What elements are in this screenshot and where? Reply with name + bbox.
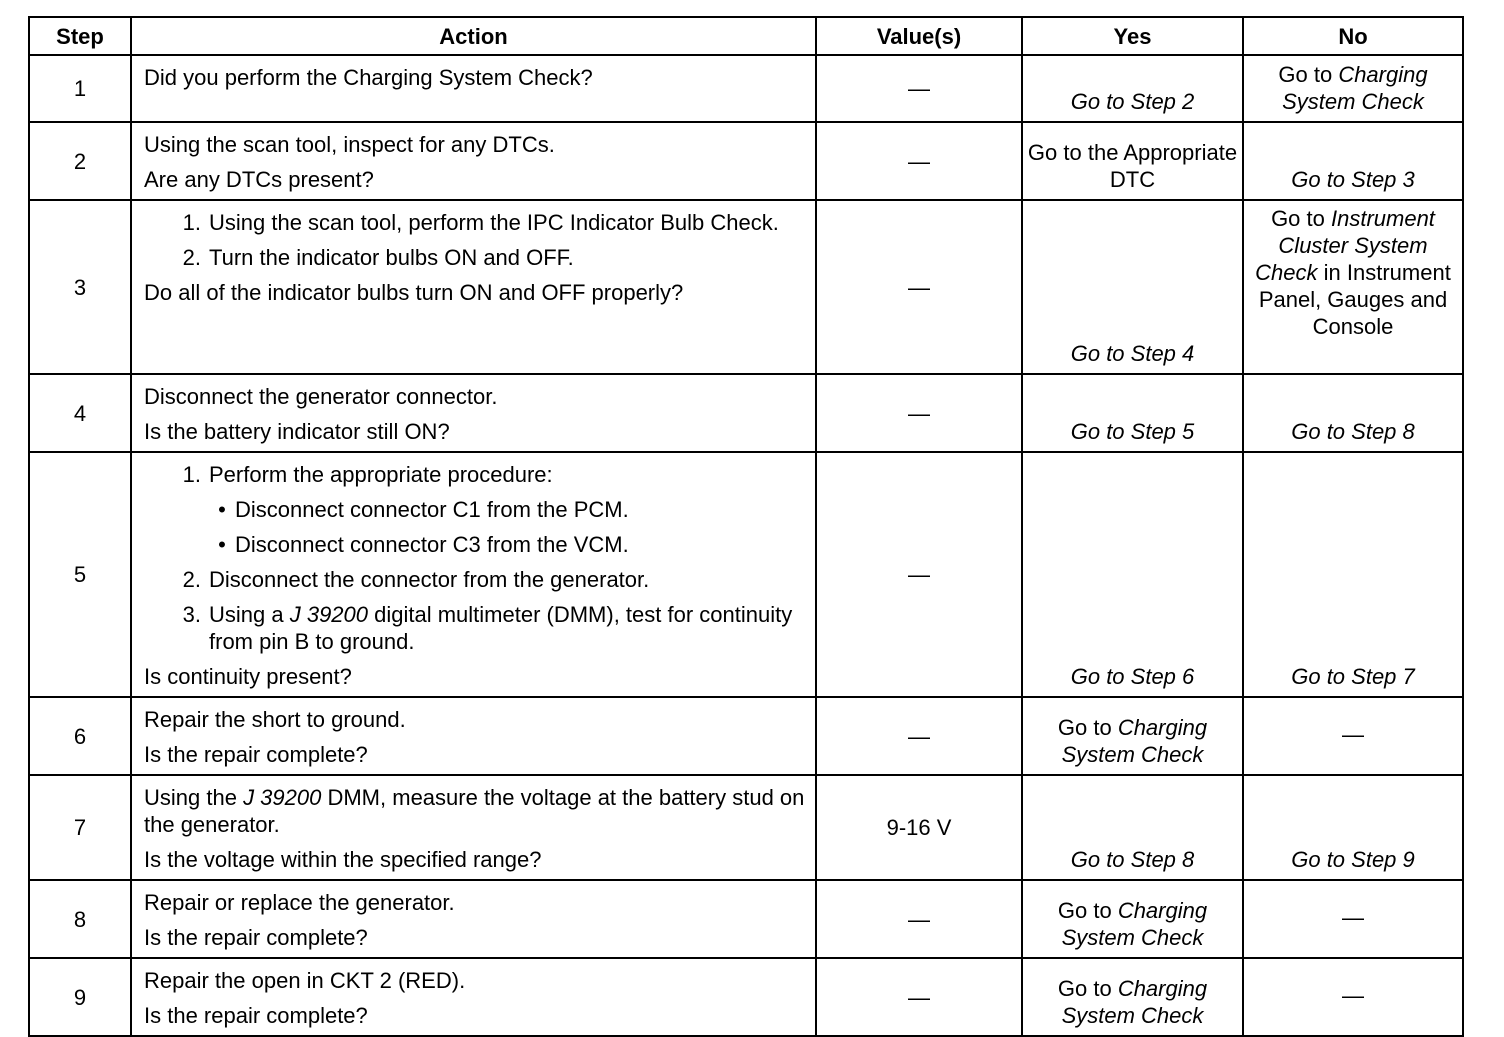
table-row xyxy=(29,775,1463,880)
action-cell xyxy=(131,374,816,452)
step-number: 2 xyxy=(29,122,131,200)
value-cell: — xyxy=(816,200,1022,374)
step-number: 4 xyxy=(29,374,131,452)
header-no: No xyxy=(1243,17,1463,55)
action-cell xyxy=(131,775,816,880)
action-cell xyxy=(131,958,816,1036)
yes-result: Go to Step 6 xyxy=(1022,452,1243,697)
table-row xyxy=(29,200,1463,374)
value-cell: — xyxy=(816,55,1022,122)
table-row xyxy=(29,55,1463,122)
value-cell: — xyxy=(816,452,1022,697)
bullet-icon: • xyxy=(218,497,226,522)
diagnostic-table xyxy=(28,16,1464,1037)
header-values: Value(s) xyxy=(816,17,1022,55)
numbered-step: 2. Turn the indicator bulbs ON and OFF. xyxy=(182,245,574,270)
no-result: Go to Charging System Check xyxy=(1243,55,1463,122)
yes-result: Go to Step 5 xyxy=(1022,374,1243,452)
action-text: Is continuity present? xyxy=(144,664,352,689)
value-cell: — xyxy=(816,122,1022,200)
header-step: Step xyxy=(29,17,131,55)
yes-result: Go to Step 8 xyxy=(1022,775,1243,880)
action-text: Do all of the indicator bulbs turn ON and OFF properly? xyxy=(144,280,684,305)
numbered-step: 1. Using the scan tool, perform the IPC Indicator Bulb Check. xyxy=(182,210,779,235)
action-cell xyxy=(131,122,816,200)
value-cell: — xyxy=(816,697,1022,775)
no-result: Go to Step 3 xyxy=(1243,122,1463,200)
action-text: Is the repair complete? xyxy=(144,1003,368,1028)
action-text: Repair the open in CKT 2 (RED). xyxy=(144,968,466,993)
step-number: 7 xyxy=(29,775,131,880)
yes-result: Go to Charging System Check xyxy=(1022,880,1243,958)
table-row xyxy=(29,452,1463,697)
step-number: 3 xyxy=(29,200,131,374)
action-text: Repair or replace the generator. xyxy=(144,890,455,915)
no-result: Go to Step 7 xyxy=(1243,452,1463,697)
action-cell xyxy=(131,55,816,122)
action-cell xyxy=(131,200,816,374)
value-cell: 9-16 V xyxy=(816,775,1022,880)
no-result: Go to Instrument Cluster System Check in Instrument Panel, Gauges and Console xyxy=(1243,200,1463,374)
no-result: — xyxy=(1243,958,1463,1036)
table-row xyxy=(29,374,1463,452)
action-text: Repair the short to ground. xyxy=(144,707,406,732)
action-text: Using the J 39200 DMM, measure the voltage at the battery stud on the generator. xyxy=(144,785,805,837)
no-result: Go to Step 9 xyxy=(1243,775,1463,880)
step-number: 9 xyxy=(29,958,131,1036)
action-text: Are any DTCs present? xyxy=(144,167,374,192)
yes-result: Go to the Appropriate DTC xyxy=(1022,122,1243,200)
action-text: Did you perform the Charging System Check? xyxy=(144,65,593,90)
no-result: — xyxy=(1243,880,1463,958)
step-number: 6 xyxy=(29,697,131,775)
step-number: 1 xyxy=(29,55,131,122)
yes-result: Go to Step 4 xyxy=(1022,200,1243,374)
table-row xyxy=(29,697,1463,775)
step-number: 8 xyxy=(29,880,131,958)
step-number: 5 xyxy=(29,452,131,697)
action-text: Is the battery indicator still ON? xyxy=(144,419,450,444)
no-result: Go to Step 8 xyxy=(1243,374,1463,452)
value-cell: — xyxy=(816,880,1022,958)
numbered-step: 1. Perform the appropriate procedure: xyxy=(182,462,553,487)
bullet-icon: • xyxy=(218,532,226,557)
numbered-step: 3. Using a J 39200 digital multimeter (DMM), test for continuity from pin B to ground. xyxy=(182,602,793,654)
no-result: — xyxy=(1243,697,1463,775)
yes-result: Go to Charging System Check xyxy=(1022,958,1243,1036)
action-text: Is the repair complete? xyxy=(144,925,368,950)
header-row xyxy=(29,17,1463,55)
header-yes: Yes xyxy=(1022,17,1243,55)
action-cell xyxy=(131,880,816,958)
table-row xyxy=(29,880,1463,958)
value-cell: — xyxy=(816,958,1022,1036)
table-body xyxy=(29,55,1463,1036)
value-cell: — xyxy=(816,374,1022,452)
action-text: Using the scan tool, inspect for any DTCs. xyxy=(144,132,555,157)
table-row xyxy=(29,122,1463,200)
bullet-item: • Disconnect connector C1 from the PCM. xyxy=(144,496,805,523)
yes-result: Go to Step 2 xyxy=(1022,55,1243,122)
action-text: Is the repair complete? xyxy=(144,742,368,767)
yes-result: Go to Charging System Check xyxy=(1022,697,1243,775)
numbered-step: 2. Disconnect the connector from the generator. xyxy=(182,567,650,592)
header-action: Action xyxy=(131,17,816,55)
diagnostic-table-container xyxy=(28,16,1464,1037)
action-cell xyxy=(131,697,816,775)
table-row xyxy=(29,958,1463,1036)
action-text: Is the voltage within the specified range? xyxy=(144,847,542,872)
bullet-item: • Disconnect connector C3 from the VCM. xyxy=(144,531,805,558)
action-cell xyxy=(131,452,816,697)
action-text: Disconnect the generator connector. xyxy=(144,384,498,409)
